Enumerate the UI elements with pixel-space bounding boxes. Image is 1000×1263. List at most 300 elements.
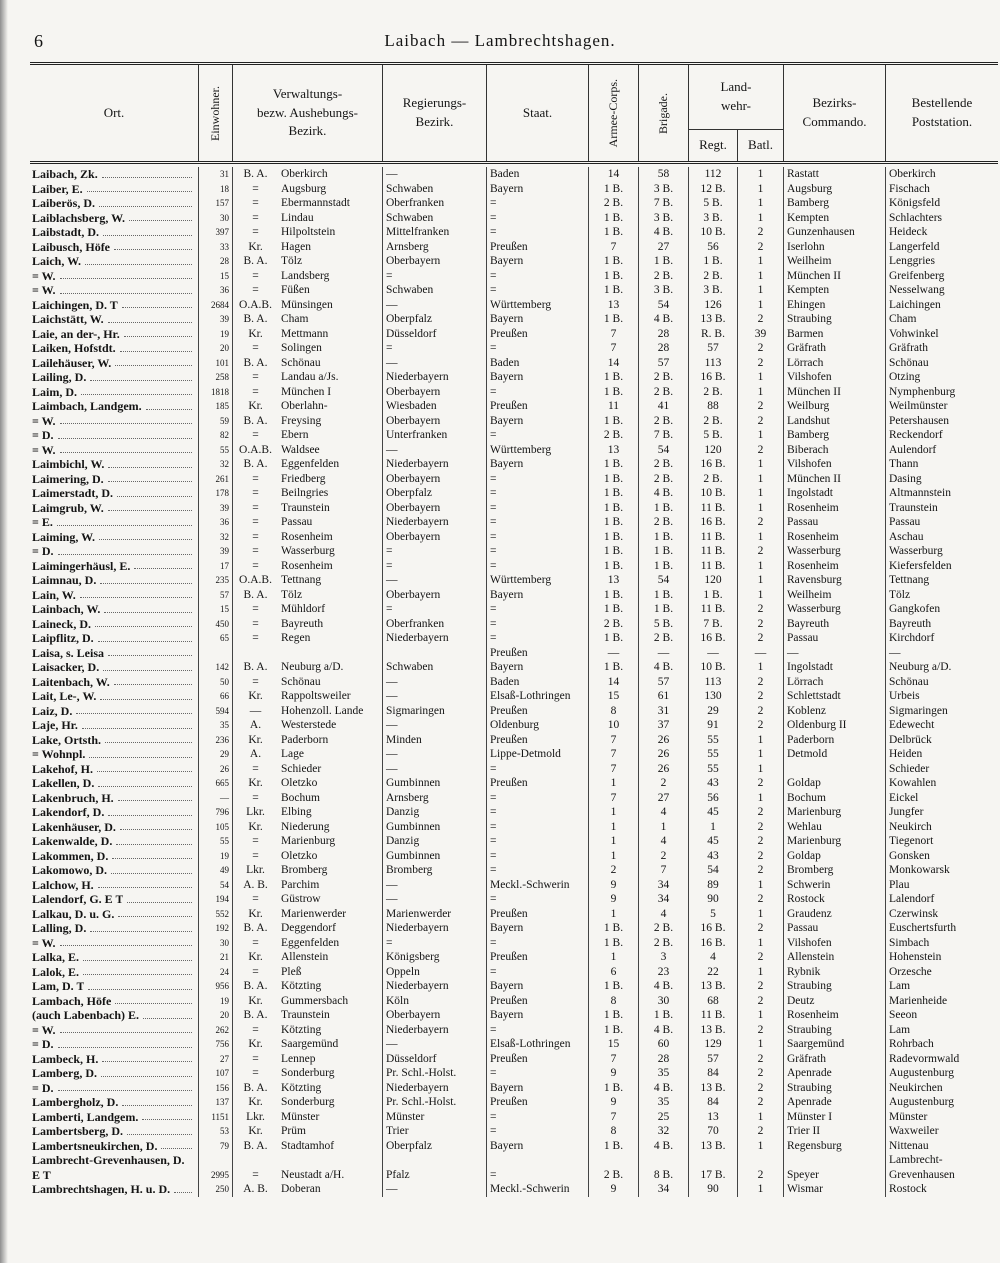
cell-poststation: Bayreuth <box>885 617 998 632</box>
cell-armee-corps: 1 <box>588 805 638 820</box>
cell-verwaltung-art: = <box>232 892 278 907</box>
cell-landwehr-bataillon: 2 <box>737 312 783 327</box>
cell-armee-corps: 1 B. <box>588 457 638 472</box>
dot-leader <box>57 525 192 526</box>
cell-landwehr-bataillon: 2 <box>737 1052 783 1067</box>
table-row <box>30 733 998 748</box>
cell-staat: = <box>486 791 588 806</box>
cell-landwehr-bataillon: 1 <box>737 211 783 226</box>
cell-staat: = <box>486 211 588 226</box>
cell-landwehr-regiment: 10 B. <box>688 225 737 240</box>
cell-bezirks-commando: Saargemünd <box>783 1037 885 1052</box>
cell-bezirks-commando: Marienburg <box>783 834 885 849</box>
cell-brigade: 2 B. <box>638 414 688 429</box>
cell-poststation: Petershausen <box>885 414 998 429</box>
cell-verwaltung-art: = <box>232 631 278 646</box>
cell-landwehr-bataillon: 2 <box>737 341 783 356</box>
cell-landwehr-regiment: 56 <box>688 791 737 806</box>
cell-verwaltung-art: = <box>232 283 278 298</box>
cell-verwaltung-art: = <box>232 515 278 530</box>
place-name: Lambrecht-Grevenhausen, D. E T <box>32 1153 185 1182</box>
cell-poststation: Vohwinkel <box>885 327 998 342</box>
place-name: = D. <box>32 544 54 558</box>
cell-armee-corps: 1 B. <box>588 1139 638 1154</box>
place-name: Lalkau, D. u. G. <box>32 906 115 921</box>
cell-einwohner <box>198 646 232 661</box>
place-name: Laiber, E. <box>32 181 83 196</box>
cell-verwaltungsbezirk: Cham <box>281 313 309 325</box>
place-name: Lambrechtshagen, H. u. D. <box>32 1182 171 1196</box>
cell-verwaltungsbezirk: Kötzting <box>281 1023 322 1036</box>
cell-poststation: Kirchdorf <box>885 631 998 646</box>
dot-leader <box>146 409 192 410</box>
cell-landwehr-regiment: 22 <box>688 965 737 980</box>
cell-verwaltungsbezirk: Paderborn <box>281 733 329 746</box>
cell-regierungsbezirk: Düsseldorf <box>382 1052 486 1067</box>
cell-regierungsbezirk: Oberpfalz <box>382 312 486 327</box>
cell-landwehr-regiment: 70 <box>688 1124 737 1139</box>
cell-ort <box>30 501 198 516</box>
cell-poststation: Weilmünster <box>885 399 998 414</box>
place-name: = W. <box>32 442 56 457</box>
cell-brigade: 1 B. <box>638 588 688 603</box>
header-verwaltungsbezirk: Verwaltungs- bezw. Aushebungs- Bezirk. <box>232 65 382 161</box>
cell-landwehr-bataillon: 2 <box>737 356 783 371</box>
cell-landwehr-regiment: 10 B. <box>688 486 737 501</box>
cell-poststation: Neukirch <box>885 820 998 835</box>
place-name: = W. <box>32 413 56 428</box>
cell-regierungsbezirk: Oberbayern <box>382 1008 486 1023</box>
dot-leader <box>108 322 192 323</box>
cell-landwehr-regiment: 12 B. <box>688 182 737 197</box>
cell-landwehr-bataillon: 1 <box>737 1037 783 1052</box>
cell-landwehr-bataillon: 2 <box>737 399 783 414</box>
cell-landwehr-regiment: 43 <box>688 849 737 864</box>
cell-landwehr-bataillon: 1 <box>737 457 783 472</box>
cell-verwaltungsbezirk: Neuburg a/D. <box>281 661 344 673</box>
cell-landwehr-bataillon: 1 <box>737 254 783 269</box>
cell-verwaltungsbezirk: Eggenfelden <box>281 936 340 949</box>
dot-leader <box>122 307 192 308</box>
cell-bezirks-commando: Rostock <box>783 892 885 907</box>
cell-landwehr-regiment: 3 B. <box>688 211 737 226</box>
cell-verwaltung-art: = <box>232 936 278 951</box>
cell-verwaltungsbezirk: Bayreuth <box>281 617 324 630</box>
cell-verwaltungsbezirk: Neustadt a/H. <box>281 1168 345 1181</box>
place-name: Laineck, D. <box>32 616 92 631</box>
cell-ort <box>30 762 198 777</box>
cell-regierungsbezirk: Oberfranken <box>382 196 486 211</box>
cell-poststation: Nittenau <box>885 1139 998 1154</box>
cell-landwehr-regiment: 16 B. <box>688 515 737 530</box>
place-name: Lambertsberg, D. <box>32 1124 123 1138</box>
cell-armee-corps: 1 B. <box>588 631 638 646</box>
cell-verwaltung-art: B. A. <box>232 979 278 994</box>
table-row <box>30 225 998 240</box>
cell-verwaltungsbezirk: Oletzko <box>281 777 318 789</box>
cell-einwohner: 66 <box>198 689 232 704</box>
cell-poststation: Monkowarsk <box>885 863 998 878</box>
table-row <box>30 356 998 371</box>
cell-ort <box>30 776 198 791</box>
cell-verwaltungsbezirk: Schönau <box>281 356 321 369</box>
table-row <box>30 979 998 994</box>
cell-verwaltung-art: Kr. <box>232 733 278 748</box>
cell-landwehr-regiment: 16 B. <box>688 921 737 936</box>
cell-regierungsbezirk: Trier <box>382 1124 486 1139</box>
cell-landwehr-regiment: 91 <box>688 718 737 733</box>
cell-einwohner: 50 <box>198 675 232 690</box>
cell-armee-corps: 8 <box>588 704 638 719</box>
cell-regierungsbezirk: — <box>382 1182 486 1197</box>
cell-brigade: 32 <box>638 1124 688 1139</box>
cell-verwaltung-art: Kr. <box>232 776 278 791</box>
cell-verwaltung-art: = <box>232 1023 278 1038</box>
cell-landwehr-bataillon: 1 <box>737 385 783 400</box>
cell-armee-corps: 14 <box>588 675 638 690</box>
table-row <box>30 1037 998 1052</box>
cell-verwaltung-art: O.A.B. <box>232 573 278 588</box>
dot-leader <box>127 902 192 903</box>
cell-ort <box>30 211 198 226</box>
cell-landwehr-regiment: — <box>688 646 737 661</box>
cell-bezirks-commando: Deutz <box>783 994 885 1009</box>
cell-landwehr-regiment: 13 B. <box>688 1081 737 1096</box>
cell-staat: Preußen <box>486 327 588 342</box>
cell-armee-corps: 14 <box>588 167 638 182</box>
cell-brigade: 2 B. <box>638 457 688 472</box>
table-row <box>30 863 998 878</box>
cell-einwohner: 1818 <box>198 385 232 400</box>
cell-poststation: Heideck <box>885 225 998 240</box>
cell-verwaltungsbezirk: Tölz <box>281 588 303 601</box>
cell-bezirks-commando: Rosenheim <box>783 501 885 516</box>
cell-bezirks-commando: Münster I <box>783 1110 885 1125</box>
place-name: Lalling, D. <box>32 921 87 935</box>
cell-einwohner: 31 <box>198 167 232 182</box>
cell-armee-corps: 1 B. <box>588 385 638 400</box>
cell-staat: Oldenburg <box>486 718 588 733</box>
cell-staat: = <box>486 863 588 878</box>
dot-leader <box>89 757 192 758</box>
cell-ort <box>30 689 198 704</box>
cell-verwaltung-art: = <box>232 428 278 443</box>
cell-poststation: Kiefersfelden <box>885 559 998 574</box>
cell-staat: Preußen <box>486 907 588 922</box>
cell-poststation: Lam <box>885 1023 998 1038</box>
cell-brigade: 2 B. <box>638 370 688 385</box>
cell-landwehr-bataillon: 2 <box>737 1023 783 1038</box>
cell-landwehr-bataillon: 2 <box>737 544 783 559</box>
cell-landwehr-regiment: 2 B. <box>688 269 737 284</box>
cell-brigade: 35 <box>638 1095 688 1110</box>
header-landwehr-regiment: Regt. <box>688 129 737 161</box>
cell-landwehr-regiment: 16 B. <box>688 457 737 472</box>
cell-verwaltungsbezirk: Mettmann <box>281 327 329 340</box>
cell-brigade: 34 <box>638 878 688 893</box>
table-row <box>30 617 998 632</box>
cell-brigade: 2 B. <box>638 631 688 646</box>
cell-verwaltungsbezirk <box>278 646 382 661</box>
cell-ort <box>30 370 198 385</box>
cell-ort <box>30 1139 198 1154</box>
cell-verwaltung-art: B. A. <box>232 457 278 472</box>
cell-einwohner: 156 <box>198 1081 232 1096</box>
cell-regierungsbezirk: = <box>382 559 486 574</box>
cell-armee-corps: 15 <box>588 1037 638 1052</box>
dot-leader <box>88 989 192 990</box>
cell-poststation: Delbrück <box>885 733 998 748</box>
cell-ort <box>30 414 198 429</box>
cell-verwaltungsbezirk: Tettnang <box>281 574 322 586</box>
cell-staat: = <box>486 530 588 545</box>
cell-verwaltungsbezirk: Marienburg <box>281 835 336 847</box>
cell-bezirks-commando: Augsburg <box>783 182 885 197</box>
dot-leader <box>142 1119 192 1120</box>
cell-verwaltungsbezirk: Stadtamhof <box>281 1139 335 1152</box>
cell-staat: Meckl.-Schwerin <box>486 878 588 893</box>
cell-einwohner: 756 <box>198 1037 232 1052</box>
cell-staat: Bayern <box>486 921 588 936</box>
cell-landwehr-regiment: 13 B. <box>688 1023 737 1038</box>
cell-brigade: 4 <box>638 834 688 849</box>
cell-einwohner: — <box>198 791 232 806</box>
cell-regierungsbezirk: — <box>382 747 486 762</box>
cell-verwaltungsbezirk: Wasserburg <box>281 545 335 557</box>
cell-ort <box>30 878 198 893</box>
cell-brigade: 57 <box>638 675 688 690</box>
cell-brigade: 3 B. <box>638 211 688 226</box>
cell-bezirks-commando: Vilshofen <box>783 370 885 385</box>
cell-poststation: Lambrecht-Grevenhausen <box>885 1153 998 1182</box>
cell-brigade: 2 B. <box>638 515 688 530</box>
cell-verwaltungsbezirk: Rosenheim <box>281 559 333 572</box>
cell-verwaltungsbezirk: Deggendorf <box>281 922 336 934</box>
cell-verwaltungsbezirk: Landau a/Js. <box>281 371 339 383</box>
cell-ort <box>30 747 198 762</box>
place-name: Laisacker, D. <box>32 660 100 674</box>
cell-armee-corps: 1 B. <box>588 370 638 385</box>
table-row <box>30 472 998 487</box>
cell-brigade: 54 <box>638 573 688 588</box>
cell-ort <box>30 515 198 530</box>
cell-bezirks-commando: Bayreuth <box>783 617 885 632</box>
cell-landwehr-regiment: 11 B. <box>688 530 737 545</box>
place-name: Lambach, Höfe <box>32 993 112 1008</box>
cell-landwehr-regiment: 29 <box>688 704 737 719</box>
cell-ort <box>30 994 198 1009</box>
cell-verwaltungsbezirk: Parchim <box>281 878 320 891</box>
table-row <box>30 559 998 574</box>
cell-regierungsbezirk: Gumbinnen <box>382 776 486 791</box>
table-row <box>30 501 998 516</box>
place-name: Laimgrub, W. <box>32 500 104 515</box>
cell-bezirks-commando: Lörrach <box>783 356 885 371</box>
cell-staat: Baden <box>486 167 588 182</box>
cell-staat: Preußen <box>486 1052 588 1067</box>
table-row <box>30 704 998 719</box>
place-name: Laichstätt, W. <box>32 312 104 326</box>
cell-bezirks-commando: Ehingen <box>783 298 885 313</box>
cell-verwaltung-art: B. A. <box>232 414 278 429</box>
cell-bezirks-commando: Marienburg <box>783 805 885 820</box>
dot-leader <box>58 554 192 555</box>
cell-regierungsbezirk: — <box>382 689 486 704</box>
cell-einwohner: 79 <box>198 1139 232 1154</box>
cell-verwaltungsbezirk: Tölz <box>281 255 303 267</box>
cell-staat: Württemberg <box>486 573 588 588</box>
cell-regierungsbezirk: Marienwerder <box>382 907 486 922</box>
place-name: = D. <box>32 1037 54 1051</box>
cell-landwehr-regiment: 17 B. <box>688 1153 737 1182</box>
cell-bezirks-commando: Rosenheim <box>783 1008 885 1023</box>
cell-regierungsbezirk: Unterfranken <box>382 428 486 443</box>
cell-armee-corps: 1 B. <box>588 501 638 516</box>
place-name: Laimering, D. <box>32 471 104 486</box>
cell-verwaltungsbezirk: Augsburg <box>281 182 327 195</box>
cell-brigade: 2 <box>638 849 688 864</box>
cell-landwehr-regiment: 113 <box>688 356 737 371</box>
cell-verwaltung-art: = <box>232 269 278 284</box>
cell-staat: = <box>486 849 588 864</box>
cell-landwehr-regiment: 54 <box>688 863 737 878</box>
cell-staat: Preußen <box>486 1095 588 1110</box>
cell-landwehr-bataillon: 2 <box>737 820 783 835</box>
cell-regierungsbezirk: — <box>382 675 486 690</box>
dot-leader <box>108 510 192 511</box>
cell-poststation: Urbeis <box>885 689 998 704</box>
cell-landwehr-bataillon: 2 <box>737 689 783 704</box>
cell-staat: Baden <box>486 675 588 690</box>
cell-einwohner: 397 <box>198 225 232 240</box>
cell-bezirks-commando: Bochum <box>783 791 885 806</box>
table-row <box>30 298 998 313</box>
dot-leader <box>108 815 192 816</box>
dot-leader <box>58 1047 192 1048</box>
dot-leader <box>98 887 192 888</box>
cell-armee-corps: 1 B. <box>588 472 638 487</box>
cell-verwaltungsbezirk: Kötzting <box>281 1081 322 1094</box>
cell-verwaltung-art: Kr. <box>232 820 278 835</box>
table-row <box>30 283 998 298</box>
cell-einwohner: 250 <box>198 1182 232 1197</box>
cell-poststation: Marienheide <box>885 994 998 1009</box>
cell-landwehr-bataillon: 1 <box>737 269 783 284</box>
place-name: Lakehof, H. <box>32 761 94 776</box>
cell-armee-corps: 2 B. <box>588 1153 638 1182</box>
place-name: Lambergholz, D. <box>32 1095 119 1109</box>
cell-armee-corps: 6 <box>588 965 638 980</box>
cell-landwehr-regiment: 2 B. <box>688 414 737 429</box>
cell-regierungsbezirk <box>382 646 486 661</box>
cell-armee-corps: 15 <box>588 689 638 704</box>
cell-verwaltung-art: Kr. <box>232 907 278 922</box>
cell-verwaltung-art: B. A. <box>232 1008 278 1023</box>
cell-brigade: 1 B. <box>638 254 688 269</box>
cell-bezirks-commando: Wismar <box>783 1182 885 1197</box>
cell-poststation: Thann <box>885 457 998 472</box>
cell-armee-corps: 13 <box>588 573 638 588</box>
header-landwehr: Land- wehr- <box>688 65 783 129</box>
cell-landwehr-regiment: 90 <box>688 1182 737 1197</box>
cell-landwehr-regiment: 10 B. <box>688 660 737 675</box>
dot-leader <box>90 380 192 381</box>
cell-landwehr-bataillon: 1 <box>737 1139 783 1154</box>
cell-verwaltung-art: B. A. <box>232 167 278 182</box>
place-name: Lailing, D. <box>32 370 87 384</box>
cell-verwaltung-art: Kr. <box>232 1037 278 1052</box>
cell-regierungsbezirk: Pr. Schl.-Holst. <box>382 1095 486 1110</box>
cell-staat: Elsaß-Lothringen <box>486 1037 588 1052</box>
cell-regierungsbezirk: Schwaben <box>382 283 486 298</box>
cell-brigade: 58 <box>638 167 688 182</box>
cell-brigade: 1 B. <box>638 1008 688 1023</box>
cell-armee-corps: 8 <box>588 1124 638 1139</box>
cell-verwaltung-art: = <box>232 544 278 559</box>
header-ort: Ort. <box>103 104 125 120</box>
cell-poststation: Traunstein <box>885 501 998 516</box>
cell-ort <box>30 1037 198 1052</box>
cell-verwaltung-art: = <box>232 225 278 240</box>
dot-leader <box>101 1076 192 1077</box>
cell-landwehr-bataillon: 1 <box>737 1182 783 1197</box>
cell-landwehr-bataillon: 2 <box>737 863 783 878</box>
cell-ort <box>30 225 198 240</box>
cell-ort <box>30 1081 198 1096</box>
cell-staat: Bayern <box>486 588 588 603</box>
cell-landwehr-bataillon: 1 <box>737 486 783 501</box>
place-name: = Wohnpl. <box>32 747 86 761</box>
cell-verwaltungsbezirk: Münster <box>281 1110 320 1123</box>
cell-bezirks-commando: Goldap <box>783 849 885 864</box>
table-row <box>30 515 998 530</box>
place-name: Lakenwalde, D. <box>32 834 113 848</box>
cell-brigade: 4 B. <box>638 486 688 501</box>
cell-landwehr-bataillon: 1 <box>737 530 783 545</box>
cell-regierungsbezirk: Königsberg <box>382 950 486 965</box>
cell-regierungsbezirk: — <box>382 298 486 313</box>
table-row <box>30 414 998 429</box>
cell-brigade: 34 <box>638 1182 688 1197</box>
cell-poststation: Aschau <box>885 530 998 545</box>
cell-regierungsbezirk: Niederbayern <box>382 1081 486 1096</box>
cell-staat: Preußen <box>486 776 588 791</box>
cell-regierungsbezirk: Oberbayern <box>382 385 486 400</box>
cell-verwaltungsbezirk: Traunstein <box>281 1009 330 1021</box>
cell-landwehr-regiment: 5 B. <box>688 428 737 443</box>
cell-landwehr-bataillon: 1 <box>737 559 783 574</box>
cell-landwehr-regiment: 57 <box>688 1052 737 1067</box>
cell-armee-corps: 1 B. <box>588 182 638 197</box>
dot-leader <box>103 235 192 236</box>
cell-poststation: Gonsken <box>885 849 998 864</box>
cell-einwohner: 55 <box>198 834 232 849</box>
cell-staat: = <box>486 820 588 835</box>
cell-poststation: Oberkirch <box>885 167 998 182</box>
cell-brigade: 34 <box>638 892 688 907</box>
cell-regierungsbezirk: Oberbayern <box>382 501 486 516</box>
table-row <box>30 805 998 820</box>
cell-landwehr-regiment: 45 <box>688 834 737 849</box>
cell-ort <box>30 1182 198 1197</box>
cell-poststation: Hohenstein <box>885 950 998 965</box>
cell-ort <box>30 791 198 806</box>
place-name: Laje, Hr. <box>32 718 78 732</box>
cell-staat: = <box>486 762 588 777</box>
table-row <box>30 994 998 1009</box>
cell-armee-corps: 1 B. <box>588 515 638 530</box>
cell-armee-corps: 9 <box>588 892 638 907</box>
